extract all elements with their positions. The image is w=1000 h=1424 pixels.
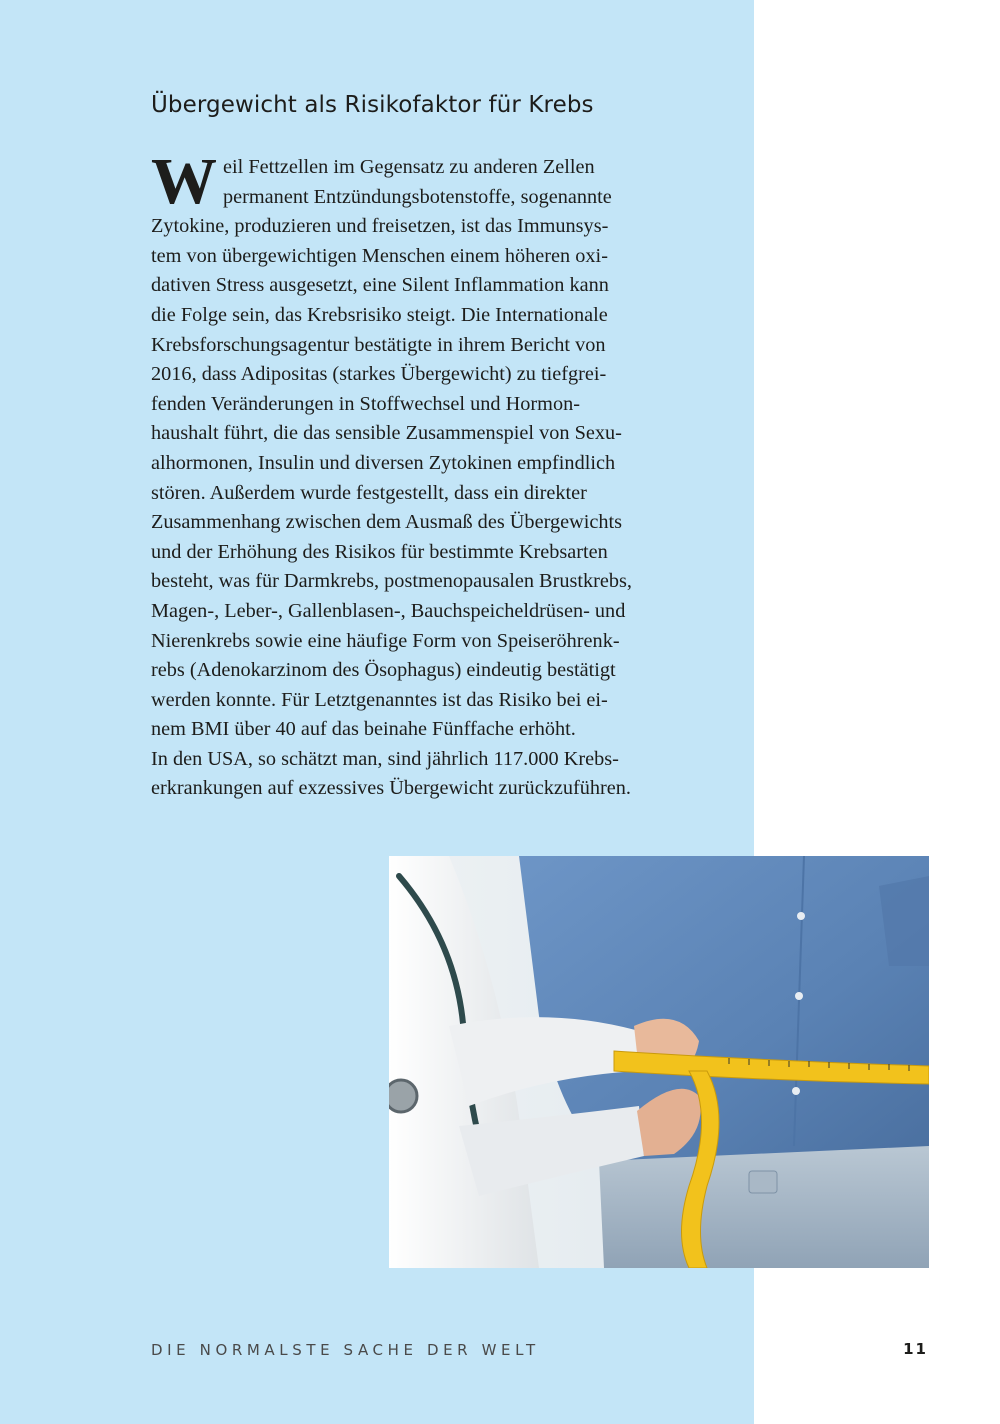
body-line: und der Erhöhung des Risikos für bestimmte Krebsarten bbox=[151, 540, 608, 563]
shirt-button bbox=[797, 912, 805, 920]
stethoscope-chestpiece bbox=[389, 1080, 417, 1112]
drop-cap: W bbox=[151, 145, 217, 218]
section-heading: Übergewicht als Risikofaktor für Krebs bbox=[151, 92, 594, 118]
page-number: 11 bbox=[903, 1340, 928, 1358]
jeans bbox=[599, 1146, 929, 1268]
body-line: nem BMI über 40 auf das beinahe Fünffache erhöht. bbox=[151, 718, 576, 741]
body-line: dativen Stress ausgesetzt, eine Silent Inflammation kann bbox=[151, 274, 609, 297]
body-line: erkrankungen auf exzessives Übergewicht zurückzuführen. bbox=[151, 777, 631, 800]
body-line: Nierenkrebs sowie eine häufige Form von Speiseröhrenk- bbox=[151, 629, 620, 652]
body-line: Magen-, Leber-, Gallenblasen-, Bauchspeicheldrüsen- und bbox=[151, 599, 626, 622]
body-line: Zusammenhang zwischen dem Ausmaß des Übergewichts bbox=[151, 511, 623, 534]
body-line: Zytokine, produzieren und freisetzen, ist das Immunsys- bbox=[151, 215, 609, 238]
shirt-button bbox=[792, 1087, 800, 1095]
shirt-button bbox=[795, 992, 803, 1000]
body-line: In den USA, so schätzt man, sind jährlich 117.000 Krebs- bbox=[151, 747, 619, 770]
body-line: tem von übergewichtigen Menschen einem höheren oxi- bbox=[151, 244, 608, 267]
body-line: rebs (Adenokarzinom des Ösophagus) eindeutig bestätigt bbox=[151, 659, 616, 682]
body-line: Krebsforschungsagentur bestätigte in ihrem Bericht von bbox=[151, 333, 606, 356]
waist-measurement-photo bbox=[389, 856, 929, 1268]
belt-loop bbox=[749, 1171, 777, 1193]
body-line: stören. Außerdem wurde festgestellt, dass ein direkter bbox=[151, 481, 587, 504]
body-line: die Folge sein, das Krebsrisiko steigt. Die Internationale bbox=[151, 303, 608, 326]
photo-illustration bbox=[389, 856, 929, 1268]
body-line: 2016, dass Adipositas (starkes Übergewicht) zu tiefgrei- bbox=[151, 363, 607, 386]
body-line: haushalt führt, die das sensible Zusammenspiel von Sexu- bbox=[151, 422, 622, 445]
body-line: eil Fettzellen im Gegensatz zu anderen Zellen bbox=[223, 156, 595, 178]
body-paragraph bbox=[151, 145, 693, 804]
body-line: fenden Veränderungen in Stoffwechsel und Hormon- bbox=[151, 392, 580, 415]
body-line: permanent Entzündungsbotenstoffe, sogenannte bbox=[223, 185, 612, 208]
running-footer-title: DIE NORMALSTE SACHE DER WELT bbox=[151, 1341, 540, 1359]
body-line: besteht, was für Darmkrebs, postmenopausalen Brustkrebs, bbox=[151, 570, 633, 593]
body-line: alhormonen, Insulin und diversen Zytokinen empfindlich bbox=[151, 451, 616, 474]
body-line: werden konnte. Für Letztgenanntes ist das Risiko bei ei- bbox=[151, 688, 608, 711]
